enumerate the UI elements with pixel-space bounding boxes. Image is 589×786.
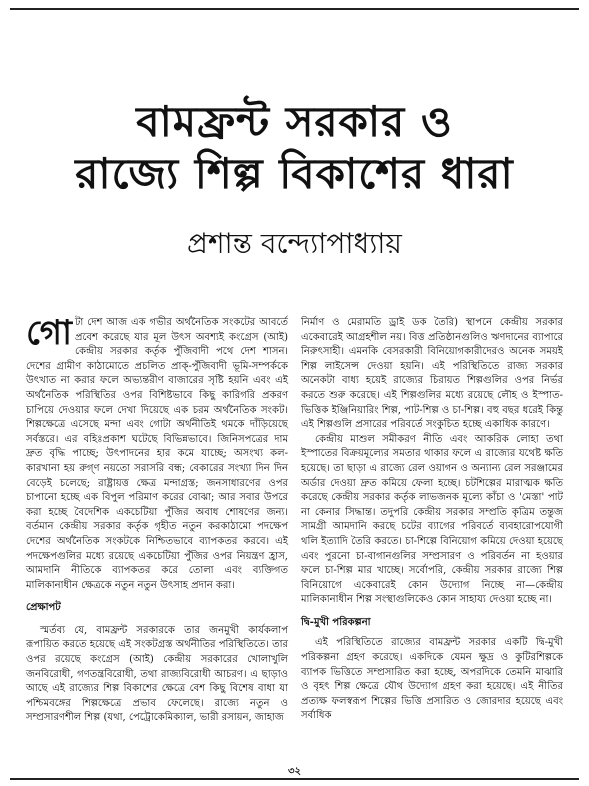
opening-paragraph bbox=[26, 313, 288, 593]
section-heading-background: প্রেক্ষাপট bbox=[26, 602, 61, 614]
article-body bbox=[26, 313, 563, 756]
right-paragraph-1: নির্মাণ ও মেরামতি ড্রাই ডক তৈরি) স্থাপনে কেন্দ্রীয় সরকার একেবারেই আগ্রহশীল নয়। বিত্ত প্রতিষ্ঠানগুলিও ঋণদানের ব্যাপারে নিরুৎসাহী। এমনকি বেসরকারী বিনিয়োগকারীদেরও অনেক সময়ই শিল্প লাইসেন্স দেওয়া হয়নি। এই পরিস্থিতিতে রাজ্য সরকার অনেকটা বাধ্য হয়েই রাজ্যের চিরায়ত শিল্পগুলির ওপর নির্ভর করতে শুরু করেছে। এই শিল্পগুলির মধ্যে রয়েছে লৌহ ও ইস্পাত-ভিত্তিক ইঞ্জিনিয়ারিং শিল্প, পাট-শিল্প ও চা-শিল্প। বহু বছর ধরেই কিন্তু এই শিল্পগুলি প্রসারের পরিবর্তে সংকুচিত হচ্ছে একাধিক কারণে। bbox=[301, 317, 563, 431]
drop-cap: গো bbox=[26, 313, 72, 353]
right-column bbox=[301, 316, 563, 756]
author-byline: প্রশান্ত বন্দ্যোপাধ্যায় bbox=[187, 227, 402, 260]
title-line-1: বামফ্রন্ট সরকার ও bbox=[136, 97, 453, 146]
page-number: ৩২ bbox=[287, 766, 301, 777]
opening-text: টা দেশ আজ এক গভীর অর্থনৈতিক সংকটের আবর্তে প্রবেশ করেছে যার মূল উৎস অবশ্যই কংগ্রেস (আই) কেন্দ্রীয় সরকার কর্তৃক পুঁজিবাদী পথে দেশ শাসন। দেশের গ্রামীণ কাঠামোতে প্রচলিত প্রাক্-পুঁজিবাদী ভূমি-সম্পর্ককে উৎখাত না করার ফলে অভ্যন্তরীণ বাজারের সৃষ্টি হয়নি এবং এই অর্থনৈতিক পরিস্থিতির ওপর বিশিষ্টভাবে কিছু কারিগরি প্রকরণ চাপিয়ে দেওয়ার ফলে দেখা দিয়েছে এক চরম অর্থনৈতিক সংকট। শিল্পক্ষেত্রে এসেছে মন্দা এবং গোটা অর্থনীতিই থমকে দাঁড়িয়েছে সর্বস্তরে। এর বহিঃপ্রকাশ ঘটেছে বিভিন্নভাবে। জিনিসপত্রের দাম দ্রুত বৃদ্ধি পাচ্ছে; উৎপাদনের হার কমে যাচ্ছে; অসংখ্য কল-কারখানা হয় রুগ্ণ নয়তো সরাসরি বন্ধ; বেকারের সংখ্যা দিন দিন বেড়েই চলেছে; রাষ্ট্রায়ত্ত ক্ষেত্র মন্দাগ্রস্ত; জনসাধারণের ওপর চাপানো হচ্ছে এক বিপুল পরিমাণ করের বোঝা; আর সবার উপরে করা হচ্ছে বৈদেশিক একচেটিয়া পুঁজির অবাধ শোষণের জন্য। বর্তমান কেন্দ্রীয় সরকার কর্তৃক গৃহীত নতুন করকাঠামো পদক্ষেপ দেশের অর্থনৈতিক সংকটকে নিশ্চিতভাবে ব্যাপকতর করবে। এই পদক্ষেপগুলির মধ্যে রয়েছে একচেটিয়া পুঁজির ওপর নিয়ন্ত্রণ হ্রাস, আমদানি নীতিকে ব্যাপকতর করে তোলা এবং ব্যক্তিগত মালিকানাধীন ক্ষেত্রকে নতুন নতুন উৎসাহ প্রদান করা। bbox=[26, 317, 288, 591]
right-paragraph-3: এই পরিস্থিতিতে রাজ্যের বামফ্রন্ট সরকার একটি দ্বি-মুখী পরিকল্পনা গ্রহণ করেছে। একদিকে যেমন ক্ষুদ্র ও কুটিরশিল্পকে ব্যাপক ভিত্তিতে সম্প্রসারিত করা হচ্ছে, অপরদিকে তেমনি মাঝারি ও বৃহৎ শিল্প ক্ষেত্রে যৌথ উদ্যোগ গ্রহণ করা হয়েছে। এই নীতির প্রত্যক্ষ ফলস্বরূপ শিল্পের ভিত্তি প্রসারিত ও জোরদার হয়েছে এবং সর্বাধিক bbox=[301, 637, 563, 722]
right-paragraph-2: কেন্দ্রীয় মাশুল সমীকরণ নীতি এবং আকরিক লোহা তথা ইস্পাতের বিক্রয়মূল্যের সমতার থাকার ফলে এ রাজ্যের যথেষ্ট ক্ষতি হয়েছে। তা ছাড়া এ রাজ্যে রেল ওয়াগন ও অন্যান্য রেল সরঞ্জামের অর্ডার দেওয়া দ্রুত কমিয়ে ফেলা হচ্ছে। চটশিল্পের মারাত্মক ক্ষতি করেছে কেন্দ্রীয় সরকার কর্তৃক লাভজনক মূল্যে কাঁচা ও 'মেস্তা' পাট না কেনার সিদ্ধান্ত। তদুপরি কেন্দ্রীয় সরকার সম্প্রতি কৃত্রিম তন্তুজ সামগ্রী আমদানি করছে চটের ব্যাগের পরিবর্তে ব্যবহারোপযোগী থলি ইত্যাদি তৈরি করতে। চা-শিল্পে বিনিয়োগ কমিয়ে দেওয়া হয়েছে এবং পুরনো চা-বাগানগুলির সম্প্রসারণ ও পরিবর্তন না হওয়ার ফলে চা-শিল্প মার খাচ্ছে। সর্বোপরি, কেন্দ্রীয় সরকার রাজ্যে শিল্প বিনিয়োগে একেবারেই কোন উদ্যোগ নিচ্ছে না—কেন্দ্রীয় মালিকানাধীন শিল্প সংস্থাগুলিকেও কোন সাহায্য দেওয়া হচ্ছে না। bbox=[301, 433, 563, 606]
background-paragraph: স্মর্তব্য যে, বামফ্রন্ট সরকারকে তার জনমুখী কার্যকলাপ রূপায়িত করতে হয়েছে এই সংকটগ্রস্ত অর্থনীতির পরিস্থিতিতে। তার ওপর রয়েছে কংগ্রেস (আই) কেন্দ্রীয় সরকারের খোলাখুলি জনবিরোধী, গণতন্ত্রবিরোধী, তথা রাজ্যবিরোধী আচরণ। এ ছাড়াও আছে এই রাজ্যের শিল্প বিকাশের ক্ষেত্রে বেশ কিছু বিশেষ বাধা যা পশ্চিমবঙ্গের শিল্পক্ষেত্রে প্রভাব ফেলেছে। রাজ্যে নতুন ও সম্প্রসারণশীল শিল্প (যথা, পেট্রোকেমিক্যাল, ভারী রসায়ন, জাহাজ bbox=[26, 624, 288, 724]
article-title bbox=[0, 96, 589, 200]
bottom-rule bbox=[10, 778, 579, 780]
title-line-2: রাজ্যে শিল্প বিকাশের ধারা bbox=[75, 149, 514, 198]
section-heading-two-pronged-plan: দ্বি-মুখী পরিকল্পনা bbox=[301, 616, 371, 628]
top-rule bbox=[10, 8, 579, 20]
left-column bbox=[26, 313, 288, 756]
